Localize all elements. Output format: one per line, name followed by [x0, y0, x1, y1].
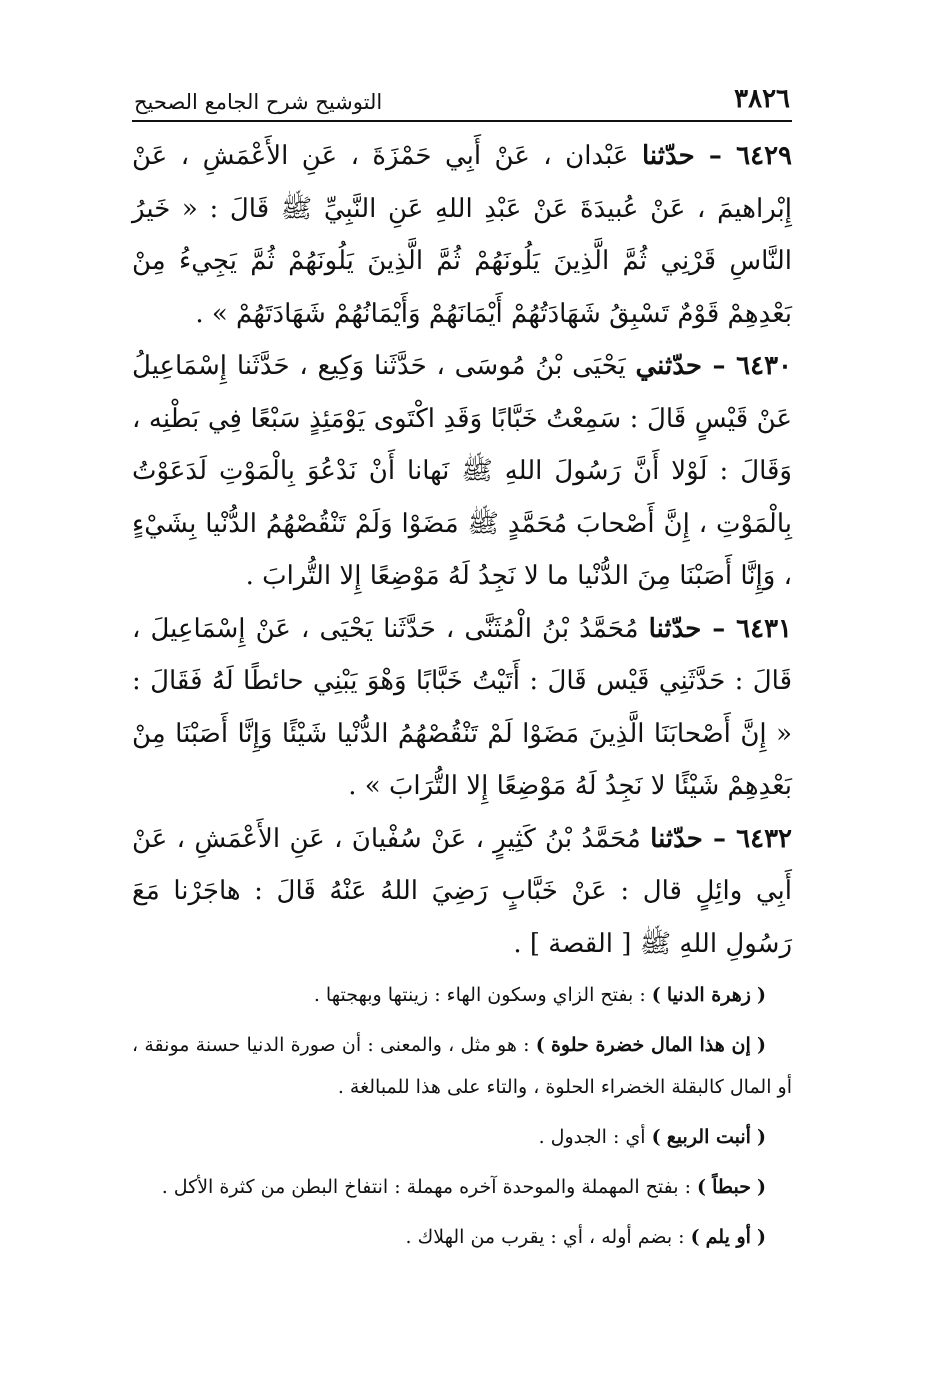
- hadith-lead-word: حدّثنا: [650, 823, 703, 854]
- hadith-text: مُحَمَّدُ بْنُ الْمُثَنَّى ، حَدَّثَنا يَحْيَى ، عَنْ إِسْمَاعِيلَ ، قَالَ : حَدَّثَنِي قَيْس قَالَ : أَتَيْتُ خَبَّابًا وَهْوَ يَبْنِي حائطًا لَهُ فَقَالَ : « إِنَّ أَصْحابَنَا الَّذِينَ مَضَوْا لَمْ تَنْقُصْهُمُ الدُّنْيا شَيْئًا وَإِنَّا أَصَبْنَا مِنْ بَعْدِهِمْ شَيْئًا لا نَجِدُ لَهُ مَوْضِعًا إِلا التُّرَابَ » .: [132, 613, 792, 801]
- hadith-lead-word: حدّثنا: [641, 141, 695, 171]
- hadith-number: ٦٤٣٢ –: [703, 824, 792, 854]
- note-term: أو يلم: [705, 1226, 751, 1248]
- note-term: أنبت الربيع: [666, 1126, 751, 1148]
- hadith-6430: [132, 340, 792, 603]
- hadith-number: ٦٤٣٠ –: [702, 351, 792, 381]
- running-title: التوشيح شرح الجامع الصحيح: [134, 90, 383, 114]
- note-text: : بفتح الزاي وسكون الهاء : زينتها وبهجتها .: [313, 984, 646, 1006]
- hadith-6431: [132, 603, 792, 813]
- note-item: ( أو يلم ) : بضم أوله ، أي : يقرب من الهلاك .: [405, 1226, 766, 1248]
- hadith-number: ٦٤٣١ –: [701, 614, 792, 644]
- hadith-6429: [132, 130, 792, 340]
- note-term: إن هذا المال خضرة حلوة: [550, 1034, 751, 1056]
- hadith-text: عَبْدان ، عَنْ أَبِي حَمْزَةَ ، عَنِ الأَعْمَشِ ، عَنْ إِبْراهيمَ ، عَنْ عُبيدَةَ عَنْ عَبْدِ اللهِ عَنِ النَّبِيِّ ﷺ قَالَ : « خَيرُ النَّاسِ قَرْنِي ثُمَّ الَّذِينَ يَلُونَهُمْ ثُمَّ الَّذِينَ يَلُونَهُمْ ثُمَّ يَجِيءُ مِنْ بَعْدِهِمْ قَوْمٌ تَسْبِقُ شَهَادَتُهُمْ أَيْمَانَهُمْ وَأَيْمَانُهُمْ شَهَادَتَهُمْ » .: [132, 141, 792, 329]
- note-item: ( أنبت الربيع ) أي : الجدول .: [538, 1126, 766, 1148]
- book-page: [132, 78, 792, 1266]
- page-header: [132, 78, 792, 122]
- note-term: حبطاً: [712, 1176, 751, 1198]
- note-text: : هو مثل ، والمعنى : أن صورة الدنيا حسنة مونقة ، أو المال كالبقلة الخضراء الحلوة ، والتاء على هذا للمبالغة .: [132, 1034, 792, 1098]
- note-text: أي : الجدول .: [538, 1126, 646, 1148]
- page-number: ٣٨٢٦: [734, 84, 790, 114]
- hadith-text: يَحْيَى بْنُ مُوسَى ، حَدَّثَنا وَكِيع ، حَدَّثَنا إِسْمَاعِيلُ عَنْ قَيْسٍ قَالَ : سَمِعْتُ خَبَّابًا وَقَدِ اكْتَوى يَوْمَئِذٍ سَبْعًا فِي بَطْنِه ، وَقَالَ : لَوْلا أَنَّ رَسُولَ اللهِ ﷺ نَهانا أَنْ نَدْعُوَ بِالْمَوْتِ لَدَعَوْتُ بِالْمَوْتِ ، إِنَّ أَصْحابَ مُحَمَّدٍ ﷺ مَضَوْا وَلَمْ تَنْقُصْهُمُ الدُّنْيا بِشَيْءٍ ، وَإِنَّا أَصَبْنَا مِنَ الدُّنْيا ما لا نَجِدُ لَهُ مَوْضِعًا إِلا التُّرابَ .: [132, 351, 792, 591]
- hadith-lead-word: حدّثنا: [648, 613, 702, 644]
- note-text: : بفتح المهملة والموحدة آخره مهملة : انتفاخ البطن من كثرة الأكل .: [161, 1176, 691, 1198]
- note-item: ( زهرة الدنيا ) : بفتح الزاي وسكون الهاء : زينتها وبهجتها .: [313, 984, 766, 1006]
- hadith-text: مُحَمَّدُ بْنُ كَثِيرٍ ، عَنْ سُفْيانَ ، عَنِ الأَعْمَشِ ، عَنْ أَبِي وائِلٍ قال : عَنْ خَبَّابٍ رَضِيَ اللهُ عَنْهُ قَالَ : هاجَرْنا مَعَ رَسُولِ اللهِ ﷺ [ القصة ] .: [132, 823, 792, 959]
- hadith-6432: [132, 813, 792, 971]
- note-text: : بضم أوله ، أي : يقرب من الهلاك .: [405, 1226, 685, 1248]
- commentary-notes: [132, 974, 792, 1258]
- note-term: زهرة الدنيا: [666, 984, 751, 1006]
- note-item: ( إن هذا المال خضرة حلوة ) : هو مثل ، والمعنى : أن صورة الدنيا حسنة مونقة ، أو المال كالبقلة الخضراء الحلوة ، والتاء على هذا للمبالغة .: [132, 1034, 792, 1098]
- note-item: ( حبطاً ) : بفتح المهملة والموحدة آخره مهملة : انتفاخ البطن من كثرة الأكل .: [161, 1176, 766, 1198]
- hadith-lead-word: حدّثني: [635, 351, 702, 381]
- hadith-number: ٦٤٢٩ –: [695, 141, 792, 171]
